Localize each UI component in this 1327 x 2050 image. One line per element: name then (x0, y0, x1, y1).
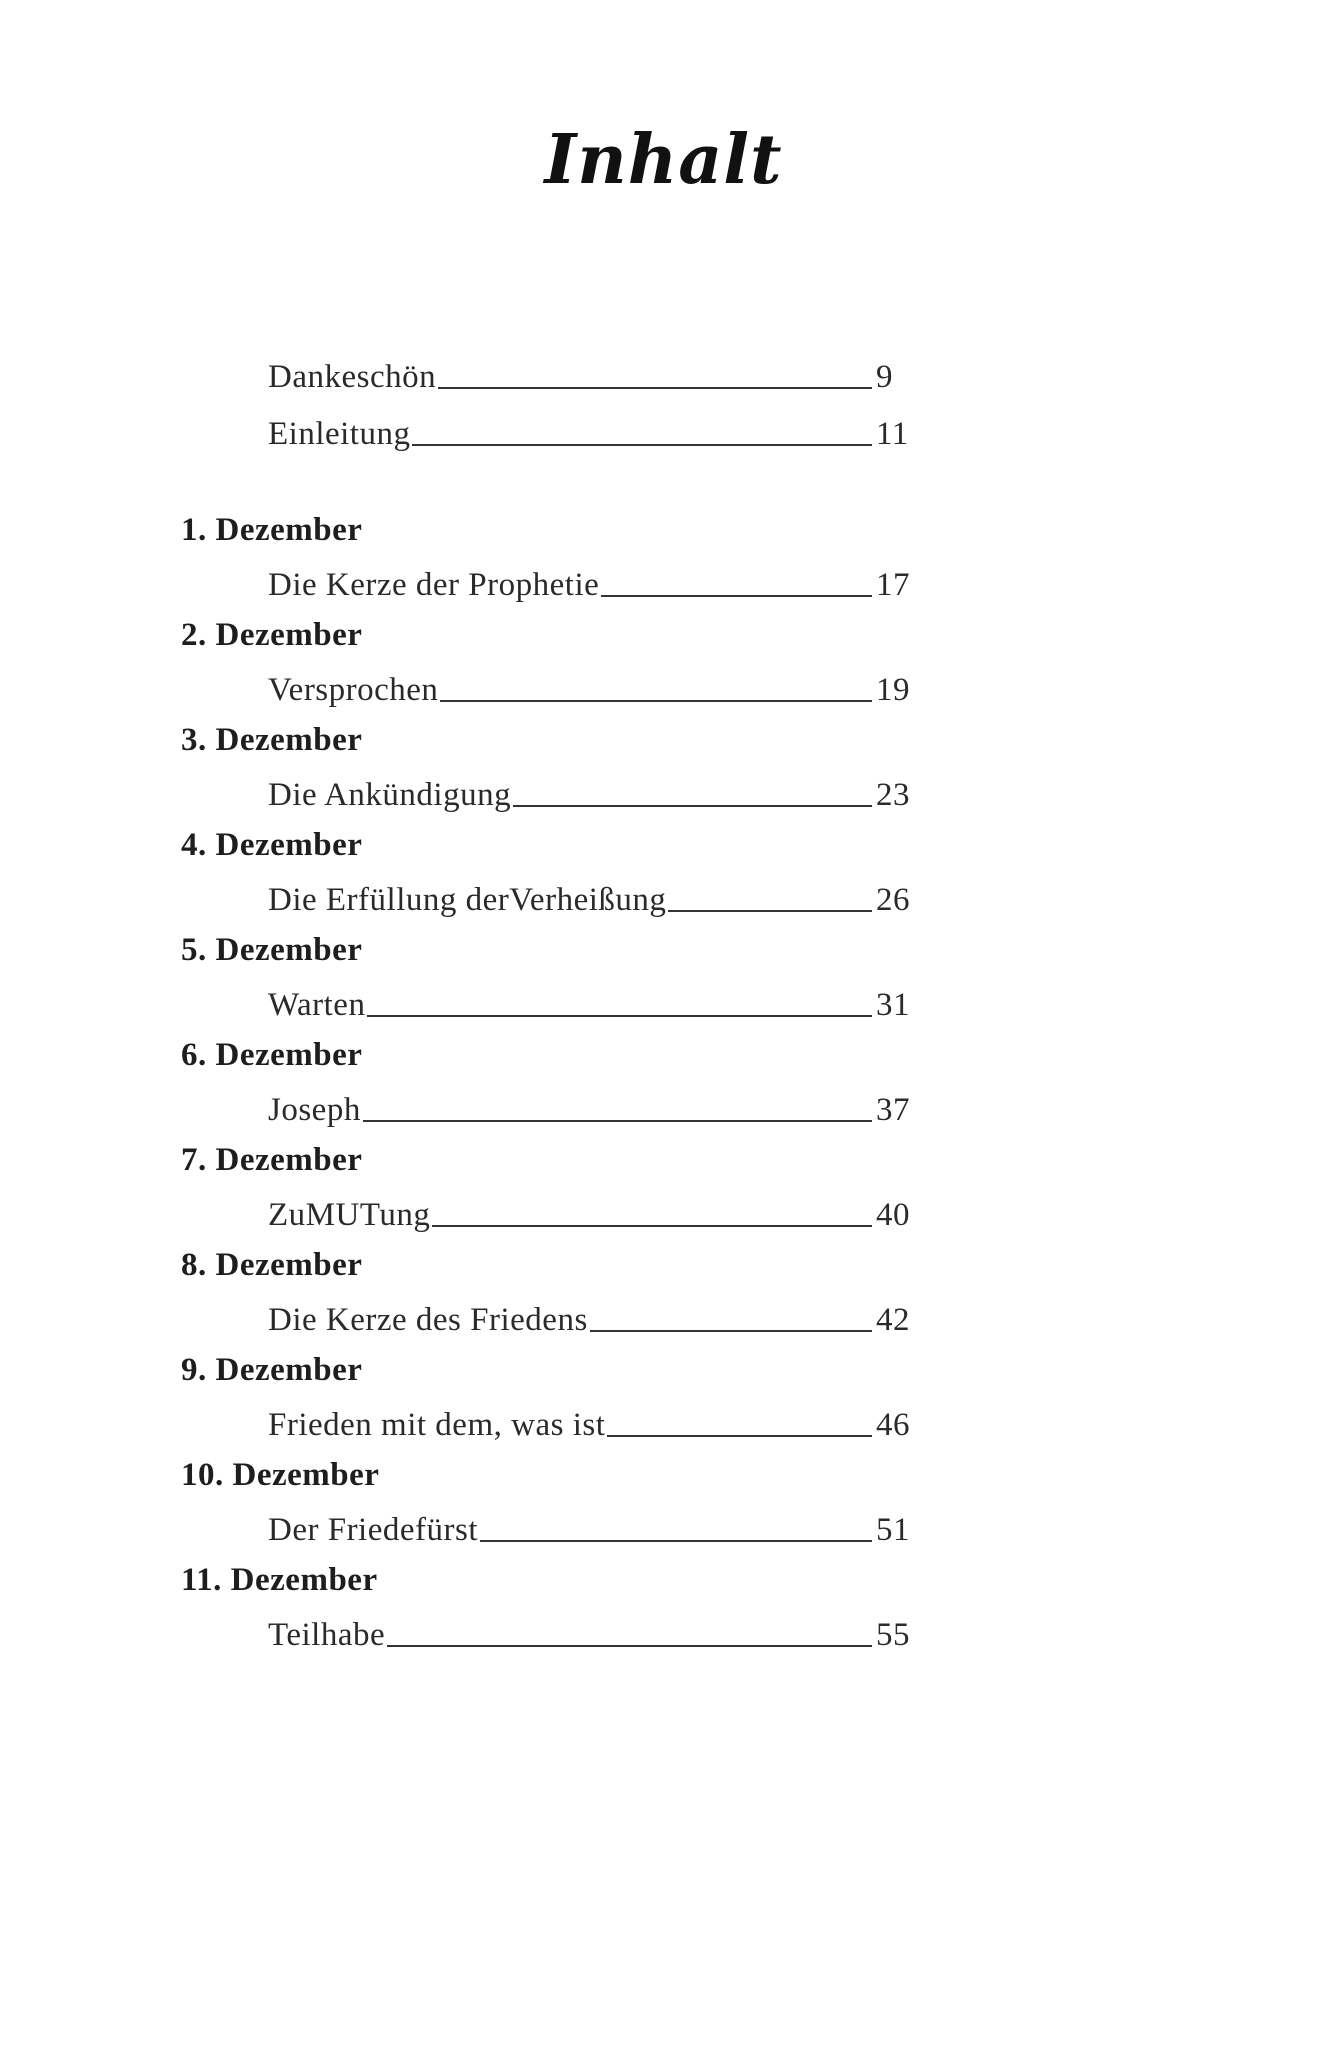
toc-entry-label: Joseph (268, 1092, 361, 1128)
toc-entry-label: Warten (268, 987, 366, 1023)
toc-page-number: 40 (876, 1197, 910, 1233)
toc-entry-label: Frieden mit dem, was ist (268, 1407, 606, 1443)
toc-entry-label: Der Friedefürst (268, 1512, 479, 1548)
toc-entry-label: Die Kerze des Friedens (268, 1302, 588, 1338)
toc-entry-dankeschoen (268, 352, 910, 396)
toc-leader-line (513, 805, 872, 807)
toc-leader-line (601, 595, 872, 597)
toc-entry (268, 980, 910, 1024)
toc-page-number: 23 (876, 777, 910, 813)
toc-day-heading: 11. Dezember (181, 1562, 378, 1598)
toc-leader-line (363, 1120, 872, 1122)
toc-day-heading: 7. Dezember (181, 1142, 363, 1178)
toc-day-heading: 1. Dezember (181, 512, 363, 548)
toc-day-heading: 9. Dezember (181, 1352, 363, 1388)
page-title: Inhalt (544, 120, 783, 200)
toc-leader-line (440, 700, 872, 702)
toc-page-number: 42 (876, 1302, 910, 1338)
toc-page-number: 17 (876, 567, 910, 603)
toc-entry-einleitung (268, 409, 910, 453)
toc-entry (268, 1505, 910, 1549)
toc-leader-line (432, 1225, 872, 1227)
toc-entry (268, 1610, 910, 1654)
toc-day-heading: 4. Dezember (181, 827, 363, 863)
toc-leader-line (387, 1645, 872, 1647)
toc-page-number: 11 (876, 416, 909, 452)
toc-page-number: 19 (876, 672, 910, 708)
toc-entry-label: Einleitung (268, 416, 411, 452)
toc-day-heading: 2. Dezember (181, 617, 363, 653)
toc-page-number: 46 (876, 1407, 910, 1443)
toc-page-number: 51 (876, 1512, 910, 1548)
toc-leader-line (438, 387, 872, 389)
toc-day-heading: 8. Dezember (181, 1247, 363, 1283)
toc-page-number: 31 (876, 987, 910, 1023)
toc-day-heading: 5. Dezember (181, 932, 363, 968)
toc-day-heading: 3. Dezember (181, 722, 363, 758)
toc-entry (268, 1400, 910, 1444)
toc-entry (268, 875, 910, 919)
toc-entry-label: ZuMUTung (268, 1197, 431, 1233)
toc-entry-label: Teilhabe (268, 1617, 386, 1653)
toc-leader-line (668, 910, 872, 912)
toc-leader-line (607, 1435, 872, 1437)
toc-leader-line (480, 1540, 872, 1542)
toc-page-number: 37 (876, 1092, 910, 1128)
toc-entry (268, 1085, 910, 1129)
toc-entry-label: Versprochen (268, 672, 439, 708)
toc-entry (268, 560, 910, 604)
toc-entry (268, 1295, 910, 1339)
toc-day-heading: 6. Dezember (181, 1037, 363, 1073)
toc-entry-label: Dankeschön (268, 359, 437, 395)
toc-entry-label: Die Erfüllung derVerheißung (268, 882, 667, 918)
toc-entry (268, 770, 910, 814)
toc-entry-label: Die Kerze der Prophetie (268, 567, 600, 603)
toc-entry-label: Die Ankündigung (268, 777, 512, 813)
toc-page-number: 55 (876, 1617, 910, 1653)
toc-entry (268, 665, 910, 709)
toc-leader-line (367, 1015, 872, 1017)
toc-leader-line (412, 444, 872, 446)
toc-page-number: 9 (876, 359, 893, 395)
toc-day-heading: 10. Dezember (181, 1457, 380, 1493)
toc-page-number: 26 (876, 882, 910, 918)
toc-leader-line (590, 1330, 872, 1332)
toc-entry (268, 1190, 910, 1234)
